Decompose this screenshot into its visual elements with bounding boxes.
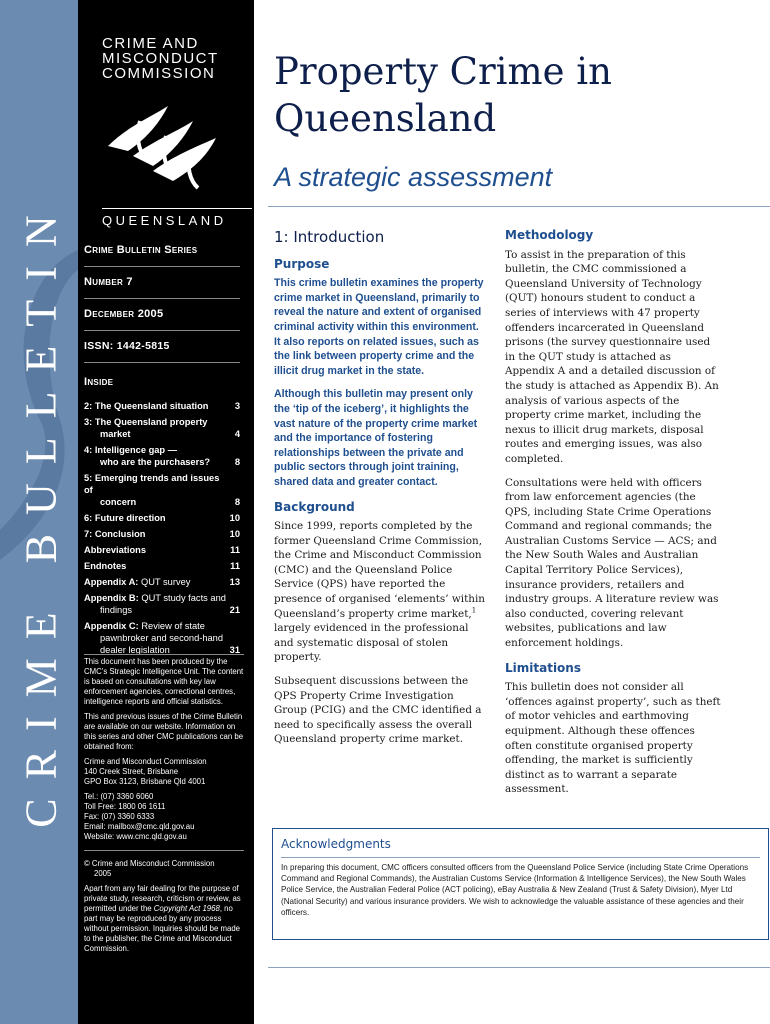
- acknowledgments-box: [272, 828, 769, 940]
- limitations-heading: Limitations: [505, 660, 581, 675]
- toc-item[interactable]: [84, 528, 242, 540]
- inside-label: [84, 376, 240, 388]
- number-label: [84, 276, 240, 299]
- page-subtitle: A strategic assessment: [274, 162, 553, 192]
- toc-title: 4: Intelligence gap —: [84, 445, 177, 455]
- toc-page: 4: [234, 429, 240, 439]
- toc-title: Endnotes: [84, 561, 127, 571]
- divider: [268, 206, 770, 207]
- legal-text: Apart from any fair dealing for the purpose of private study, research, criticism or review, as permitted under the: [84, 884, 241, 913]
- purpose-heading: Purpose: [274, 256, 330, 271]
- toc-subtitle: dealer legislation: [100, 645, 170, 655]
- side-band: [0, 0, 78, 1024]
- toc-title: market: [100, 429, 131, 439]
- toc-subtitle: pawnbroker and second-hand: [100, 633, 224, 643]
- toc-title: 6: Future direction: [84, 513, 166, 523]
- number-text: Number 7: [84, 276, 133, 288]
- toc-subtitle: Review of state: [138, 621, 205, 631]
- toc-item[interactable]: [84, 416, 242, 440]
- page-title: [274, 48, 612, 142]
- org-name-line: MISCONDUCT: [102, 50, 219, 67]
- toc-page: 21: [229, 605, 240, 615]
- org-name-line: COMMISSION: [102, 65, 216, 82]
- methodology-heading: Methodology: [505, 228, 594, 242]
- address-line: Crime and Misconduct Commission: [84, 757, 207, 766]
- background-heading: Background: [274, 499, 355, 514]
- issn-text: ISSN: 1442-5815: [84, 340, 170, 352]
- toc-title: Appendix A:: [84, 577, 139, 587]
- toc-title: who are the purchasers?: [100, 457, 211, 467]
- phone: Tel.: (07) 3360 6060: [84, 792, 154, 801]
- sidebar: [78, 0, 254, 1024]
- toc-title: Appendix C:: [84, 621, 139, 631]
- toc-page: 13: [229, 577, 240, 587]
- methodology-paragraph: To assist in the preparation of this bulletin, the CMC commissioned a Queensland University of Technology (QUT) honours student to conduct a series of interviews with 47 property offenders incarcerated in Queensland prisons (the survey questionnaire used in the QUT study is attached as Appendix A and a detailed discussion of the study is attached as Appendix B). An analysis of various aspects of the property crime market, including the nexus to illicit drug markets, disposal routes and emerging issues, was also completed.: [505, 248, 719, 465]
- toc-page: 3: [234, 401, 240, 411]
- title-line: Queensland: [274, 97, 497, 140]
- org-name: [102, 36, 252, 81]
- bulletin-vertical-title: CRIME BULLETIN: [16, 196, 66, 828]
- date-text: December 2005: [84, 308, 164, 320]
- toc-page: 10: [229, 513, 240, 523]
- toll-free: Toll Free: 1800 06 1611: [84, 802, 166, 811]
- acknowledgments-heading: Acknowledgments: [281, 837, 391, 851]
- toc-item[interactable]: [84, 560, 242, 572]
- org-name-line: CRIME AND: [102, 35, 199, 52]
- toc-title: Appendix B:: [84, 593, 139, 603]
- side-notes: [84, 654, 244, 959]
- divider: [281, 857, 760, 858]
- legal-notice: [84, 884, 244, 954]
- toc-item[interactable]: [84, 444, 242, 468]
- toc-item[interactable]: [84, 620, 242, 656]
- toc-item[interactable]: [84, 544, 242, 556]
- toc-page: 31: [229, 645, 240, 655]
- toc-subtitle: findings: [100, 605, 133, 615]
- address-line: GPO Box 3123, Brisbane Qld 4001: [84, 777, 206, 786]
- legal-text: , no part may be reproduced by any process without permission. Inquiries should be made to the publisher, the Crime and Misconduct Commission.: [84, 904, 241, 953]
- series-label: [84, 244, 240, 267]
- background-text: largely evidenced in the professional and systematic disposal of stolen property.: [274, 622, 469, 664]
- toc-item[interactable]: [84, 576, 242, 588]
- left-column: [274, 226, 486, 756]
- date-label: [84, 308, 240, 331]
- toc-title: Abbreviations: [84, 545, 146, 555]
- series-text: Crime Bulletin Series: [84, 244, 198, 256]
- toc-title: 7: Conclusion: [84, 529, 146, 539]
- email-link[interactable]: Email: mailbox@cmc.qld.gov.au: [84, 822, 195, 831]
- production-note: This document has been produced by the CMC’s Strategic Intelligence Unit. The content is based on consultations with key law enforcement agencies, correctional centres, intelligence reports and official statistics.: [84, 657, 244, 706]
- table-of-contents: [84, 400, 242, 660]
- acknowledgments-text: In preparing this document, CMC officers consulted officers from the Queensland Police Service (including State Crime Operations Command and Regional Commands), the Australian Customs Service (Information & Intelligence Services), the New South Wales Police Service, the Australian Federal Police (ACT policing), eBay Australia & New Zealand (Trust & Safety Division), Myer Ltd (National Security) and various insurance providers. We wish to acknowledge the valuable assistance of these agencies and their officers.: [281, 863, 749, 917]
- limitations-paragraph: This bulletin does not consider all ‘offences against property’, such as theft of motor vehicles and earthmoving equipment. Although these offences often constitute organised property offending, the market is sufficiently distinct as to warrant a separate assessment.: [505, 681, 721, 796]
- divider: [268, 967, 770, 968]
- title-line: Property Crime in: [274, 50, 612, 93]
- toc-page: 11: [230, 561, 240, 571]
- availability-note: This and previous issues of the Crime Bulletin are available on our website. Information on this series and other CMC publications can be obtained from:: [84, 712, 244, 751]
- section-heading: 1: Introduction: [274, 228, 385, 246]
- toc-title: concern: [100, 497, 137, 507]
- copyright: [84, 850, 244, 879]
- toc-title: 3: The Queensland property: [84, 417, 208, 427]
- issn-label: [84, 340, 240, 363]
- copyright-year: 2005: [94, 869, 112, 878]
- toc-title: 2: The Queensland situation: [84, 401, 209, 411]
- toc-page: 8: [234, 497, 240, 507]
- endnote-ref[interactable]: 1: [471, 606, 477, 615]
- background-paragraph: Subsequent discussions between the QPS Property Crime Investigation Group (PCIG) and the CMC identified a need to specifically assess the overall Queensland property crime market.: [274, 675, 482, 746]
- address-line: 140 Creek Street, Brisbane: [84, 767, 179, 776]
- background-paragraph: [274, 519, 486, 665]
- purpose-paragraph: Although this bulletin may present only the ‘tip of the iceberg’, it highlights the vast nature of the property crime market and the importance of fostering relationships between the private and public sectors through joint training, shared data and greater contact.: [274, 388, 478, 488]
- contact-details: [84, 792, 244, 842]
- purpose-paragraph: This crime bulletin examines the property crime market in Queensland, primarily to reveal the nature and extent of organised criminal activity within this environment. It also reports on related issues, such as the link between property crime and the illicit drug market in the state.: [274, 277, 484, 377]
- toc-subtitle: QUT survey: [138, 577, 191, 587]
- toc-item[interactable]: [84, 472, 242, 508]
- contact-address: [84, 757, 244, 787]
- toc-item[interactable]: [84, 592, 242, 616]
- toc-subtitle: QUT study facts and: [138, 593, 226, 603]
- toc-page: 10: [229, 529, 240, 539]
- toc-item[interactable]: [84, 512, 242, 524]
- toc-item[interactable]: [84, 400, 242, 412]
- toc-page: 11: [230, 545, 240, 555]
- copyright-line: © Crime and Misconduct Commission: [84, 859, 215, 868]
- right-column: [505, 226, 721, 806]
- toc-page: 8: [234, 457, 240, 467]
- methodology-paragraph: Consultations were held with officers from law enforcement agencies (the QPS, including State Crime Operations Command and regional commands; the Australian Customs Service — ACS; and the New South Wales and Australian Capital Territory Police Services), insurance providers, retailers and industry groups. A literature review was also conducted, covering relevant websites, publications and law enforcement holdings.: [505, 476, 719, 650]
- inside-text: Inside: [84, 376, 114, 388]
- org-state: QUEENSLAND: [102, 208, 252, 228]
- fax: Fax: (07) 3360 6333: [84, 812, 155, 821]
- website-link[interactable]: Website: www.cmc.qld.gov.au: [84, 832, 187, 841]
- background-text: Since 1999, reports completed by the former Queensland Crime Commission, the Crime and Misconduct Commission (CMC) and the Queensland Police Service (QPS) have reported the presence of organised ‘elements’ within Queensland’s property crime market,: [274, 520, 485, 620]
- act-name: Copyright Act 1968: [153, 904, 220, 913]
- cmc-logo-icon: [98, 96, 228, 196]
- toc-title: 5: Emerging trends and issues of: [84, 473, 220, 495]
- main-content: [254, 0, 770, 1024]
